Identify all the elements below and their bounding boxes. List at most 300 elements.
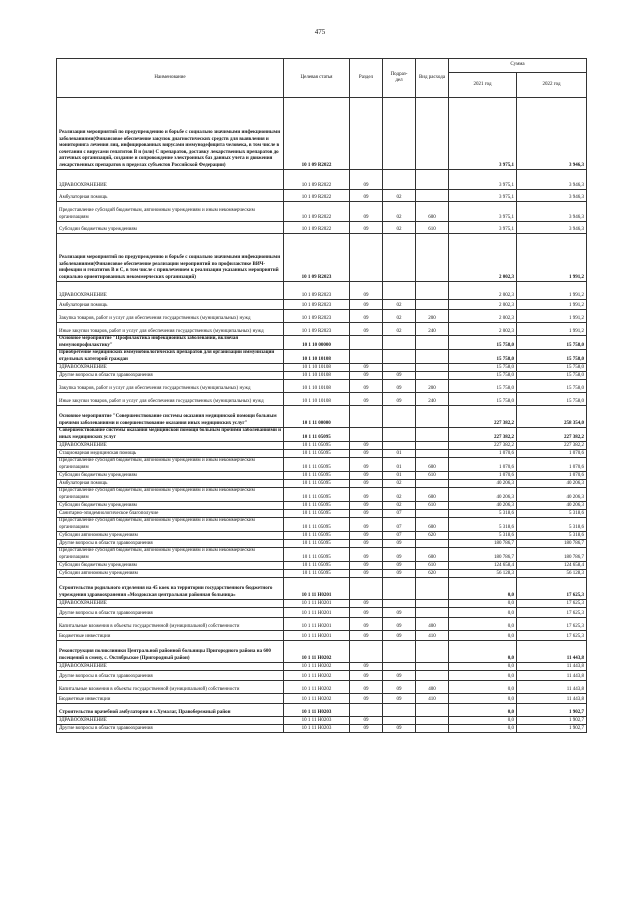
row-expense-type: 200 [416, 310, 449, 323]
row-sum-2021: 1 070,6 [449, 458, 517, 472]
row-section: 09 [350, 562, 383, 570]
row-section: 09 [350, 518, 383, 532]
table-row [57, 190, 587, 202]
row-sum-2022: 11 443,8 [517, 663, 587, 671]
row-name: Предоставление субсидий бюджетным, автономным учреждениям и иным некоммерческим организациям [57, 548, 284, 562]
row-name: Реализация мероприятий по предупреждению и борьбе с социально значимыми инфекционными заболеваниями(Финансовое обеспечение закупок диагностических средств для выявления и мониторинга лечения лиц, инфицированных вирусами иммунодефицита человека, в том числе в сочетании с вирусами гепатитов В и (или) С препаратов, доставку лекарственных препаратов до аптечных организаций, создание и сопровождение электронных баз данных учета и движения лекарственных препаратов в пределах субъектов Российской Федерации) [57, 98, 284, 170]
row-name: Другие вопросы в области здравоохранения [57, 540, 284, 548]
row-subsection: 09 [383, 631, 416, 641]
table-row [57, 406, 587, 428]
row-name: Стационарная медицинская помощь [57, 450, 284, 458]
row-section: 09 [350, 570, 383, 578]
row-target: 10 1 11 05095 [284, 502, 350, 510]
row-sum-2022: 40 206,3 [517, 502, 587, 510]
row-name: Предоставление субсидий бюджетным, автономным учреждениям и иным некоммерческим организациям [57, 458, 284, 472]
row-target: 10 1 11 Н0203 [284, 704, 350, 717]
row-section: 09 [350, 282, 383, 300]
row-target: 10 1 11 05095 [284, 570, 350, 578]
row-section: 09 [350, 458, 383, 472]
row-section: 09 [350, 671, 383, 681]
row-subsection [383, 717, 416, 725]
row-section: 09 [350, 725, 383, 733]
table-row [57, 458, 587, 472]
row-subsection: 09 [383, 562, 416, 570]
row-subsection [383, 442, 416, 450]
table-row [57, 663, 587, 671]
row-subsection: 09 [383, 570, 416, 578]
table-row [57, 725, 587, 733]
table-row [57, 671, 587, 681]
row-target: 10 1 10 10108 [284, 364, 350, 372]
table-row [57, 364, 587, 372]
row-expense-type: 600 [416, 518, 449, 532]
table-row [57, 442, 587, 450]
row-target: 10 1 11 05095 [284, 488, 350, 502]
row-sum-2022: 15 758,0 [517, 380, 587, 393]
row-section [350, 641, 383, 663]
row-target: 10 1 11 Н0203 [284, 717, 350, 725]
row-target: 10 1 11 Н0201 [284, 631, 350, 641]
table-row [57, 393, 587, 406]
row-expense-type: 610 [416, 472, 449, 480]
row-subsection: 02 [383, 300, 416, 310]
row-sum-2021: 1 070,6 [449, 450, 517, 458]
row-sum-2022: 11 443,8 [517, 694, 587, 704]
row-sum-2021: 0,0 [449, 600, 517, 608]
table-row [57, 578, 587, 600]
row-expense-type: 620 [416, 532, 449, 540]
row-sum-2021: 0,0 [449, 694, 517, 704]
row-section [350, 336, 383, 350]
page-number: 475 [314, 28, 326, 36]
header-section: Раздел [350, 59, 383, 98]
row-sum-2022: 258 354,0 [517, 406, 587, 428]
row-expense-type: 600 [416, 488, 449, 502]
row-name: Основное мероприятие "Профилактика инфекционных заболеваний, включая иммунопрофилактику" [57, 336, 284, 350]
table-row [57, 502, 587, 510]
row-target: 10 1 11 05095 [284, 562, 350, 570]
row-subsection: 02 [383, 480, 416, 488]
table-row [57, 694, 587, 704]
row-section: 09 [350, 364, 383, 372]
row-section: 09 [350, 540, 383, 548]
row-target: 10 1 11 05095 [284, 450, 350, 458]
row-sum-2021: 56 128,3 [449, 570, 517, 578]
table-row [57, 631, 587, 641]
row-expense-type: 600 [416, 548, 449, 562]
row-subsection: 02 [383, 190, 416, 202]
table-row [57, 234, 587, 282]
table-row [57, 608, 587, 618]
row-name: Другие вопросы в области здравоохранения [57, 372, 284, 380]
row-sum-2021: 227 382,2 [449, 406, 517, 428]
row-target: 10 1 09 R2023 [284, 300, 350, 310]
row-target: 10 1 09 R2023 [284, 310, 350, 323]
row-subsection [383, 336, 416, 350]
row-target: 10 1 11 Н0201 [284, 578, 350, 600]
row-name: ЗДРАВООХРАНЕНИЕ [57, 663, 284, 671]
row-target: 10 1 11 05095 [284, 480, 350, 488]
row-sum-2022: 15 758,0 [517, 372, 587, 380]
table-row [57, 618, 587, 631]
row-target: 10 1 11 Н0202 [284, 663, 350, 671]
row-sum-2021: 0,0 [449, 641, 517, 663]
row-target: 10 1 11 Н0203 [284, 725, 350, 733]
row-target: 10 1 11 Н0201 [284, 600, 350, 608]
row-name: Предоставление субсидий бюджетным, автономным учреждениям и иным некоммерческим организациям [57, 488, 284, 502]
row-target: 10 1 11 Н0202 [284, 671, 350, 681]
row-name: ЗДРАВООХРАНЕНИЕ [57, 282, 284, 300]
table-row [57, 222, 587, 234]
row-sum-2022: 1 070,6 [517, 450, 587, 458]
row-expense-type: 410 [416, 631, 449, 641]
row-expense-type: 400 [416, 681, 449, 694]
row-expense-type [416, 372, 449, 380]
row-name: Бюджетные инвестиции [57, 631, 284, 641]
row-subsection [383, 350, 416, 364]
row-sum-2021: 15 758,0 [449, 393, 517, 406]
row-name: Другие вопросы в области здравоохранения [57, 671, 284, 681]
row-section: 09 [350, 717, 383, 725]
row-sum-2021: 15 758,0 [449, 336, 517, 350]
row-expense-type [416, 364, 449, 372]
row-name: Иные закупки товаров, работ и услуг для обеспечения государственных (муниципальных) нужд [57, 323, 284, 336]
row-sum-2021: 15 758,0 [449, 350, 517, 364]
table-row [57, 488, 587, 502]
table-row [57, 510, 587, 518]
row-name: Субсидии бюджетным учреждениям [57, 562, 284, 570]
row-sum-2021: 2 002,3 [449, 300, 517, 310]
row-section [350, 234, 383, 282]
row-sum-2022: 15 758,0 [517, 336, 587, 350]
row-sum-2022: 1 070,6 [517, 458, 587, 472]
row-subsection [383, 282, 416, 300]
row-name: Предоставление субсидий бюджетным, автономным учреждениям и иным некоммерческим организациям [57, 518, 284, 532]
row-subsection: 09 [383, 725, 416, 733]
row-section: 09 [350, 608, 383, 618]
row-sum-2022: 1 902,7 [517, 704, 587, 717]
row-section: 09 [350, 393, 383, 406]
row-name: Иные закупки товаров, работ и услуг для обеспечения государственных (муниципальных) нужд [57, 393, 284, 406]
row-section: 09 [350, 631, 383, 641]
row-name: Амбулаторная помощь [57, 190, 284, 202]
row-section: 09 [350, 548, 383, 562]
row-sum-2022: 40 206,3 [517, 480, 587, 488]
table-row [57, 681, 587, 694]
row-name: ЗДРАВООХРАНЕНИЕ [57, 442, 284, 450]
row-subsection: 01 [383, 472, 416, 480]
table-row [57, 472, 587, 480]
row-sum-2021: 2 002,3 [449, 310, 517, 323]
row-section: 09 [350, 600, 383, 608]
table-row [57, 562, 587, 570]
header-subsection: Подраз- дел [383, 59, 416, 98]
row-expense-type [416, 442, 449, 450]
row-sum-2021: 227 382,2 [449, 428, 517, 442]
row-subsection [383, 663, 416, 671]
row-subsection: 09 [383, 540, 416, 548]
row-section [350, 704, 383, 717]
row-subsection: 02 [383, 502, 416, 510]
row-expense-type [416, 717, 449, 725]
table-row [57, 600, 587, 608]
table-row [57, 717, 587, 725]
row-expense-type [416, 282, 449, 300]
row-sum-2021: 0,0 [449, 618, 517, 631]
row-expense-type [416, 600, 449, 608]
table-row [57, 518, 587, 532]
row-sum-2021: 5 318,6 [449, 510, 517, 518]
row-sum-2021: 2 002,3 [449, 282, 517, 300]
row-subsection: 09 [383, 694, 416, 704]
row-section: 09 [350, 502, 383, 510]
row-expense-type [416, 98, 449, 170]
row-section: 09 [350, 310, 383, 323]
row-sum-2022: 17 625,3 [517, 608, 587, 618]
table-row [57, 480, 587, 488]
row-subsection [383, 641, 416, 663]
row-section: 09 [350, 488, 383, 502]
row-expense-type: 240 [416, 323, 449, 336]
row-section: 09 [350, 472, 383, 480]
table-row [57, 548, 587, 562]
row-subsection [383, 170, 416, 190]
row-expense-type [416, 540, 449, 548]
row-name: Закупка товаров, работ и услуг для обеспечения государственных (муниципальных) нужд [57, 380, 284, 393]
row-name: Основное мероприятие "Совершенствование системы оказания медицинской помощи больным прочими заболеваниями и совершенствование оказания иных медицинских услуг" [57, 406, 284, 428]
row-name: ЗДРАВООХРАНЕНИЕ [57, 170, 284, 190]
row-section: 09 [350, 618, 383, 631]
row-sum-2021: 2 002,3 [449, 234, 517, 282]
row-subsection [383, 406, 416, 428]
row-target: 10 1 11 Н0202 [284, 694, 350, 704]
row-target: 10 1 11 05095 [284, 458, 350, 472]
row-sum-2021: 0,0 [449, 681, 517, 694]
table-row [57, 202, 587, 222]
row-target: 10 1 11 05095 [284, 428, 350, 442]
row-sum-2022: 180 786,7 [517, 548, 587, 562]
row-sum-2021: 3 975,1 [449, 170, 517, 190]
row-sum-2022: 124 658,4 [517, 562, 587, 570]
row-sum-2022: 11 443,8 [517, 681, 587, 694]
row-sum-2021: 3 975,1 [449, 190, 517, 202]
table-row [57, 372, 587, 380]
row-target: 10 1 11 05095 [284, 510, 350, 518]
table-row [57, 641, 587, 663]
row-expense-type [416, 704, 449, 717]
row-sum-2022: 5 318,6 [517, 532, 587, 540]
row-sum-2022: 15 758,0 [517, 364, 587, 372]
table-row [57, 336, 587, 350]
row-expense-type [416, 190, 449, 202]
row-name: Амбулаторная помощь [57, 300, 284, 310]
row-name: Амбулаторная помощь [57, 480, 284, 488]
row-subsection [383, 704, 416, 717]
row-sum-2022: 15 758,0 [517, 350, 587, 364]
table-row [57, 540, 587, 548]
row-subsection: 09 [383, 681, 416, 694]
row-expense-type [416, 671, 449, 681]
row-subsection: 07 [383, 518, 416, 532]
table-row [57, 282, 587, 300]
row-sum-2022: 17 625,3 [517, 631, 587, 641]
row-target: 10 1 09 R2022 [284, 222, 350, 234]
row-sum-2022: 1 991,2 [517, 300, 587, 310]
row-sum-2022: 3 946,3 [517, 170, 587, 190]
row-sum-2022: 3 946,3 [517, 98, 587, 170]
header-year-2022: 2022 год [517, 73, 587, 98]
row-section: 09 [350, 532, 383, 540]
row-target: 10 1 10 10108 [284, 372, 350, 380]
row-section: 09 [350, 380, 383, 393]
row-sum-2021: 40 206,3 [449, 502, 517, 510]
table-row [57, 170, 587, 190]
row-sum-2022: 11 443,8 [517, 671, 587, 681]
row-expense-type: 610 [416, 562, 449, 570]
row-sum-2022: 1 902,7 [517, 717, 587, 725]
row-section: 09 [350, 681, 383, 694]
row-expense-type [416, 578, 449, 600]
row-section: 09 [350, 442, 383, 450]
row-section [350, 578, 383, 600]
row-target: 10 1 11 Н0202 [284, 641, 350, 663]
row-expense-type: 610 [416, 222, 449, 234]
row-sum-2021: 40 206,3 [449, 488, 517, 502]
row-section [350, 350, 383, 364]
row-subsection [383, 428, 416, 442]
row-name: Приобретение медицинских иммунобиологических препаратов для организации иммунизации отдельных категорий граждан [57, 350, 284, 364]
row-name: ЗДРАВООХРАНЕНИЕ [57, 364, 284, 372]
row-section: 09 [350, 190, 383, 202]
row-expense-type [416, 428, 449, 442]
row-target: 10 1 09 R2022 [284, 190, 350, 202]
row-name: Строительство родильного отделения на 45 коек на территории государственного бюджетного учреждения здравоохранения «Моздокская центральная районная больница» [57, 578, 284, 600]
row-target: 10 1 11 05095 [284, 532, 350, 540]
row-sum-2021: 0,0 [449, 671, 517, 681]
row-section [350, 406, 383, 428]
row-section: 09 [350, 170, 383, 190]
row-subsection: 09 [383, 393, 416, 406]
row-name: Другие вопросы в области здравоохранения [57, 608, 284, 618]
row-name: Другие вопросы в области здравоохранения [57, 725, 284, 733]
row-subsection: 01 [383, 450, 416, 458]
row-name: ЗДРАВООХРАНЕНИЕ [57, 717, 284, 725]
row-sum-2021: 2 002,3 [449, 323, 517, 336]
row-sum-2021: 180 786,7 [449, 548, 517, 562]
row-target: 10 1 11 05095 [284, 518, 350, 532]
row-subsection: 07 [383, 510, 416, 518]
row-subsection: 09 [383, 372, 416, 380]
row-subsection [383, 364, 416, 372]
row-sum-2021: 15 758,0 [449, 380, 517, 393]
table-row [57, 428, 587, 442]
row-sum-2021: 180 786,7 [449, 540, 517, 548]
row-expense-type [416, 608, 449, 618]
row-subsection: 09 [383, 548, 416, 562]
row-sum-2022: 17 625,3 [517, 600, 587, 608]
row-sum-2022: 17 625,3 [517, 578, 587, 600]
row-section: 09 [350, 450, 383, 458]
row-subsection: 09 [383, 608, 416, 618]
row-target: 10 1 09 R2022 [284, 170, 350, 190]
row-sum-2022: 227 382,2 [517, 442, 587, 450]
row-name: Субсидии бюджетным учреждениям [57, 502, 284, 510]
row-subsection [383, 234, 416, 282]
row-expense-type: 200 [416, 380, 449, 393]
row-name: Субсидии бюджетным учреждениям [57, 472, 284, 480]
header-year-2021: 2021 год [449, 73, 517, 98]
row-expense-type: 600 [416, 458, 449, 472]
row-subsection: 09 [383, 380, 416, 393]
row-sum-2021: 0,0 [449, 663, 517, 671]
row-expense-type: 410 [416, 694, 449, 704]
row-sum-2022: 1 991,2 [517, 310, 587, 323]
row-sum-2021: 0,0 [449, 608, 517, 618]
table-row [57, 310, 587, 323]
row-section: 09 [350, 694, 383, 704]
row-name: Строительство врачебной амбулатории в с.Хумалаг, Правобережный район [57, 704, 284, 717]
header-name: Наименование [57, 59, 284, 98]
row-target: 10 1 09 R2023 [284, 234, 350, 282]
row-sum-2022: 1 070,6 [517, 472, 587, 480]
row-sum-2022: 1 991,2 [517, 323, 587, 336]
header-target: Целевая статья [284, 59, 350, 98]
row-subsection: 09 [383, 618, 416, 631]
row-name: Предоставление субсидий бюджетным, автономным учреждениям и иным некоммерческим организациям [57, 202, 284, 222]
row-sum-2021: 124 658,4 [449, 562, 517, 570]
table-body [57, 98, 587, 733]
row-section: 09 [350, 323, 383, 336]
row-target: 10 1 11 05095 [284, 442, 350, 450]
row-sum-2021: 5 318,6 [449, 518, 517, 532]
row-sum-2022: 5 318,6 [517, 518, 587, 532]
row-sum-2022: 180 786,7 [517, 540, 587, 548]
row-expense-type [416, 350, 449, 364]
row-sum-2021: 5 318,6 [449, 532, 517, 540]
row-sum-2022: 17 625,3 [517, 618, 587, 631]
row-expense-type [416, 480, 449, 488]
row-name: Совершенствование системы оказания медицинской помощи больным прочими заболеваниями и иных медицинских услуг [57, 428, 284, 442]
row-target: 10 1 09 R2023 [284, 282, 350, 300]
row-sum-2022: 3 946,3 [517, 222, 587, 234]
row-target: 10 1 10 00000 [284, 336, 350, 350]
row-sum-2021: 3 975,1 [449, 98, 517, 170]
row-name: Санитарно-эпидемиологическое благополучие [57, 510, 284, 518]
row-sum-2021: 0,0 [449, 631, 517, 641]
row-section: 09 [350, 510, 383, 518]
row-sum-2022: 56 128,3 [517, 570, 587, 578]
row-subsection: 02 [383, 310, 416, 323]
row-target: 10 1 09 R2023 [284, 323, 350, 336]
row-name: Закупка товаров, работ и услуг для обеспечения государственных (муниципальных) нужд [57, 310, 284, 323]
row-subsection: 02 [383, 323, 416, 336]
table-row [57, 450, 587, 458]
row-section: 09 [350, 372, 383, 380]
row-sum-2021: 0,0 [449, 578, 517, 600]
row-section: 09 [350, 480, 383, 488]
row-subsection: 02 [383, 488, 416, 502]
row-subsection [383, 98, 416, 170]
row-section [350, 428, 383, 442]
row-sum-2021: 0,0 [449, 717, 517, 725]
row-expense-type [416, 663, 449, 671]
table-row [57, 350, 587, 364]
row-name: Капитальные вложения в объекты государственной (муниципальной) собственности [57, 681, 284, 694]
row-sum-2022: 1 991,2 [517, 282, 587, 300]
row-name: ЗДРАВООХРАНЕНИЕ [57, 600, 284, 608]
row-subsection: 09 [383, 671, 416, 681]
row-sum-2021: 3 975,1 [449, 222, 517, 234]
